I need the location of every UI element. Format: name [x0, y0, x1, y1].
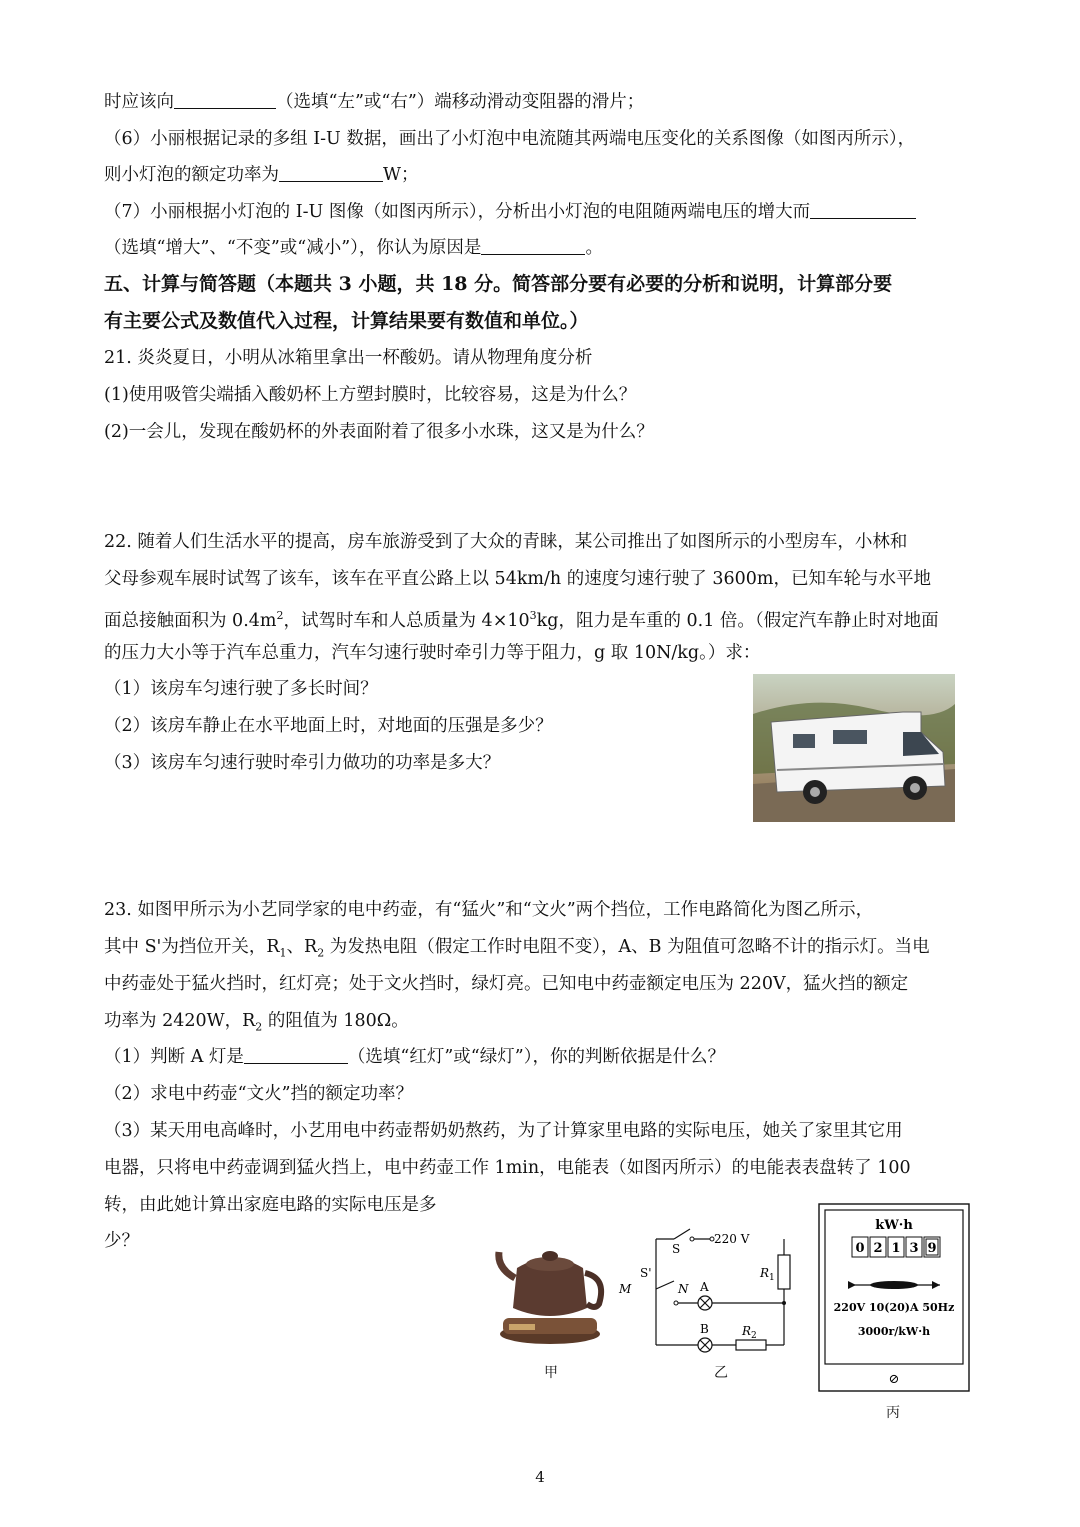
- q23-part-3-line-4: 少？: [104, 1231, 139, 1251]
- q23-part-2: （2）求电中药壶“文火”挡的额定功率？: [104, 1084, 414, 1104]
- circuit-label-220v: 220 V: [714, 1232, 750, 1246]
- q22-line-1: 22. 随着人们生活水平的提高，房车旅游受到了大众的青睐，某公司推出了如图所示的小型房车，小林和: [104, 532, 908, 552]
- q22-line-2: 父母参观车展时试驾了该车，该车在平直公路上以 54km/h 的速度匀速行驶了 3600m，已知车轮与水平地: [104, 569, 931, 589]
- q23-part-3-line-2: 电器，只将电中药壶调到猛火挡上，电中药壶工作 1min，电能表（如图丙所示）的电能表表盘转了 100: [104, 1158, 911, 1178]
- answer-blank[interactable]: [174, 90, 276, 109]
- q23-part-3-line-3: 转，由此她计算出家庭电路的实际电压是多: [104, 1195, 437, 1215]
- q20-line-1: 时应该向 （选填“左”或“右”）端移动滑动变阻器的滑片；: [104, 92, 645, 112]
- q22-part-1: （1）该房车匀速行驶了多长时间？: [104, 679, 378, 699]
- figure-caption-bing: 丙: [886, 1405, 900, 1421]
- circuit-label-r1: R: [760, 1266, 770, 1280]
- circuit-label-b: B: [700, 1322, 709, 1336]
- meter-digit: 0: [855, 1241, 865, 1256]
- rv-photo: [753, 674, 955, 822]
- electric-meter: [818, 1203, 970, 1393]
- meter-digit: 2: [873, 1241, 883, 1256]
- section-heading-line-1: 五、计算与简答题（本题共 3 小题，共 18 分。简答部分要有必要的分析和说明，计算部分要: [104, 273, 893, 295]
- q20-line-4: （7）小丽根据小灯泡的 I-U 图像（如图丙所示），分析出小灯泡的电阻随两端电压的增大而: [104, 200, 916, 224]
- meter-symbol-icon: ⊘: [888, 1372, 900, 1387]
- circuit-label-m: M: [619, 1282, 632, 1296]
- q21-line-1: 21. 炎炎夏日，小明从冰箱里拿出一杯酸奶。请从物理角度分析: [104, 348, 593, 368]
- q20-line-2: （6）小丽根据记录的多组 I-U 数据，画出了小灯泡中电流随其两端电压变化的关系图像（如图丙所示），: [104, 129, 916, 149]
- q22-part-3: （3）该房车匀速行驶时牵引力做功的功率是多大？: [104, 753, 501, 773]
- circuit-label-r1-sub: 1: [769, 1273, 775, 1283]
- meter-spec: 220V 10(20)A 50Hz: [833, 1301, 955, 1314]
- figure-caption-jia: 甲: [544, 1365, 558, 1381]
- kettle-image: [495, 1238, 610, 1348]
- q23-line-4: 功率为 2420W，$R_2$ 的阻值为 180Ω。: [104, 1011, 409, 1034]
- meter-unit: kW·h: [875, 1218, 913, 1233]
- q22-part-2: （2）该房车静止在水平地面上时，对地面的压强是多少？: [104, 716, 553, 736]
- q23-line-3: 中药壶处于猛火挡时，红灯亮；处于文火挡时，绿灯亮。已知电中药壶额定电压为 220V，猛火挡的额定: [104, 974, 909, 994]
- meter-digit: 9: [927, 1241, 937, 1256]
- answer-blank[interactable]: [481, 236, 585, 255]
- meter-revolutions: 3000r/kW·h: [857, 1325, 931, 1338]
- circuit-diagram: [614, 1225, 804, 1360]
- figure-caption-yi: 乙: [714, 1365, 728, 1381]
- circuit-label-r2-sub: 2: [751, 1331, 757, 1341]
- circuit-label-n: N: [678, 1282, 689, 1296]
- circuit-label-s: S: [672, 1242, 681, 1256]
- answer-blank[interactable]: [279, 163, 383, 182]
- q23-part-1: （1）判断 A 灯是 （选填“红灯”或“绿灯”），你的判断依据是什么？: [104, 1047, 725, 1067]
- section-heading-line-2: 有主要公式及数值代入过程，计算结果要有数值和单位。）: [104, 310, 589, 332]
- circuit-label-a: A: [700, 1280, 709, 1294]
- answer-blank[interactable]: [244, 1045, 348, 1064]
- q21-part-2: (2)一会儿，发现在酸奶杯的外表面附着了很多小水珠，这又是为什么？: [104, 422, 654, 442]
- answer-blank[interactable]: [810, 200, 916, 219]
- q22-line-3: 面总接触面积为 $0.4m^2$，试驾时车和人总质量为 $4\times 10^3kg$，阻力是车重的 0.1 倍。（假定汽车静止时对地面: [104, 609, 939, 631]
- meter-digit: 3: [909, 1241, 919, 1256]
- q23-line-2: 其中 S'为挡位开关，$R_1$、$R_2$ 为发热电阻（假定工作时电阻不变），A、B 为阻值可忽略不计的指示灯。当电: [104, 937, 930, 960]
- q23-line-1: 23. 如图甲所示为小艺同学家的电中药壶，有“猛火”和“文火”两个挡位，工作电路简化为图乙所示，: [104, 900, 874, 920]
- circuit-label-r2: R: [742, 1324, 752, 1338]
- q20-line-5: （选填“增大”、“不变”或“减小”），你认为原因是 。: [104, 238, 603, 258]
- circuit-label-s-prime: S': [640, 1266, 652, 1280]
- q22-line-4: 的压力大小等于汽车总重力，汽车匀速行驶时牵引力等于阻力，g 取 10N/kg。）求：: [104, 643, 761, 663]
- q20-line-3: 则小灯泡的额定功率为 W；: [104, 165, 419, 185]
- page-number: 4: [535, 1468, 545, 1486]
- q21-part-1: (1)使用吸管尖端插入酸奶杯上方塑封膜时，比较容易，这是为什么？: [104, 385, 637, 405]
- q23-part-3-line-1: （3）某天用电高峰时，小艺用电中药壶帮奶奶熬药，为了计算家里电路的实际电压，她关了家里其它用: [104, 1121, 903, 1141]
- meter-digit: 1: [891, 1241, 901, 1256]
